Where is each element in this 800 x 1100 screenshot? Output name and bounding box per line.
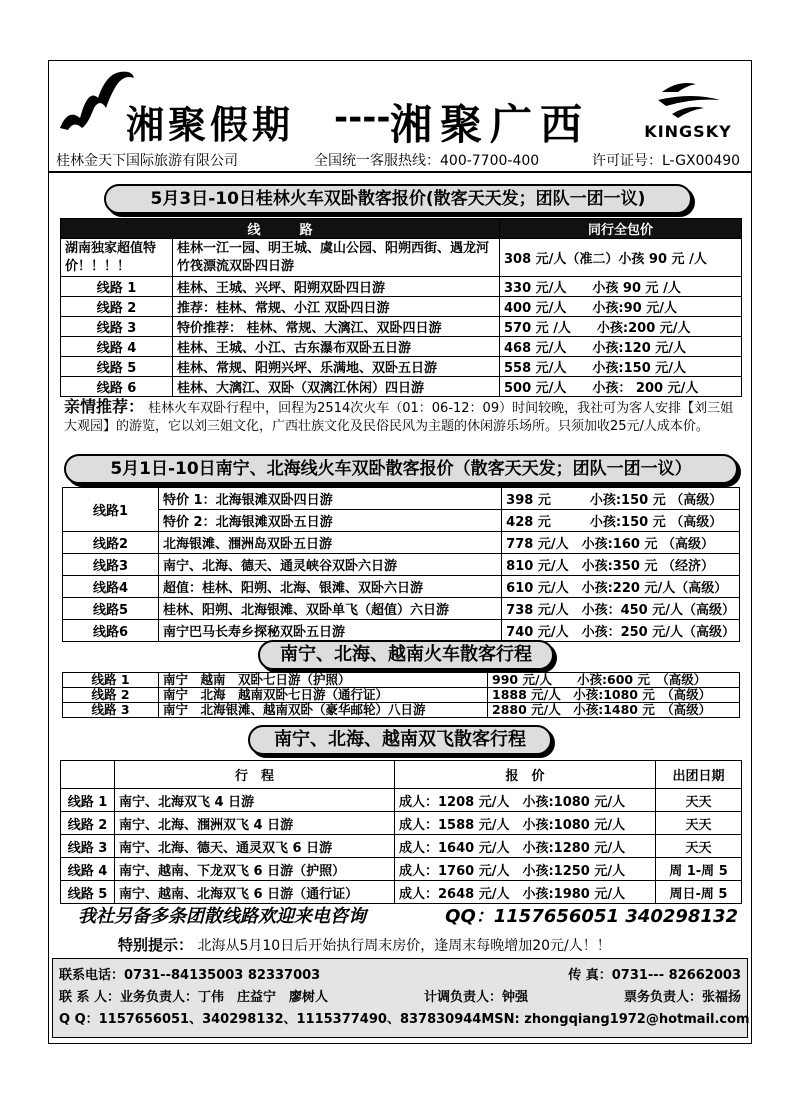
section4-banner: 南宁、北海、越南双飞散客行程 <box>248 725 552 755</box>
route-name: 线路 1 <box>61 277 173 297</box>
company-name: 桂林金天下国际旅游有限公司 <box>56 153 238 169</box>
table-row <box>61 812 742 835</box>
section1-banner: 5月3日-10日桂林火车双卧散客报价(散客天天发；团队一团一议) <box>104 184 692 214</box>
section3-banner: 南宁、北海、越南火车散客行程 <box>258 640 554 670</box>
table-row <box>61 357 742 377</box>
table-row <box>63 510 740 532</box>
route-price: 2880 元/人 小孩:1480 元 （高级） <box>488 703 740 718</box>
table-row <box>61 881 742 904</box>
table-header-route: 线 路 <box>61 219 500 239</box>
route-name: 线路 2 <box>61 297 173 317</box>
planner-contact: 计调负责人：钟强 <box>424 990 529 1005</box>
route-price: 738 元/人 小孩：450 元/人（高级） <box>502 598 740 620</box>
route-price: 400 元/人 小孩:90 元/人 <box>500 297 742 317</box>
table-header-blank <box>61 761 115 789</box>
route-name: 线路 3 <box>63 703 159 718</box>
route-detail: 特价 1：北海银滩双卧四日游 <box>159 488 502 510</box>
route-name: 线路 6 <box>61 377 173 397</box>
table-row <box>63 688 740 703</box>
kingsky-logo-text: KINGSKY <box>644 122 732 141</box>
table-row <box>63 576 740 598</box>
route-price: 成人：2648 元/人 小孩:1980 元/人 <box>395 881 656 904</box>
route-detail: 桂林、大漓江、双卧（双漓江休闲）四日游 <box>173 377 500 397</box>
contact-fax: 传 真：0731--- 82662003 <box>568 968 741 983</box>
table-row <box>61 297 742 317</box>
section2-table <box>62 487 740 642</box>
route-detail: 南宁、北海、德天、通灵双飞 6 日游 <box>115 835 395 858</box>
route-price: 610 元/人 小孩:220 元/人（高级） <box>502 576 740 598</box>
route-detail: 南宁 北海 越南双卧七日游（通行证） <box>159 688 488 703</box>
route-detail: 超值：桂林、阳朔、北海、银滩、双卧六日游 <box>159 576 502 598</box>
route-detail: 桂林一江一园、明王城、虞山公园、阳朔西街、遇龙河竹筏漂流双卧四日游 <box>173 239 500 277</box>
route-detail: 特价推荐： 桂林、常规、大漓江、双卧四日游 <box>173 317 500 337</box>
route-detail: 桂林、王城、小江、古东瀑布双卧五日游 <box>173 337 500 357</box>
route-detail: 南宁、北海、涠洲双飞 4 日游 <box>115 812 395 835</box>
route-detail: 特价 2：北海银滩双卧五日游 <box>159 510 502 532</box>
route-name: 线路 4 <box>61 858 115 881</box>
table-row <box>63 532 740 554</box>
route-detail: 南宁、越南、下龙双飞 6 日游（护照） <box>115 858 395 881</box>
route-name: 线路3 <box>63 554 159 576</box>
license-number: 许可证号：L-GX00490 <box>592 153 741 169</box>
table-row <box>61 835 742 858</box>
table-row <box>63 554 740 576</box>
route-name: 线路 3 <box>61 317 173 337</box>
table-row <box>63 673 740 688</box>
route-detail: 北海银滩、涠洲岛双卧五日游 <box>159 532 502 554</box>
route-name: 线路1 <box>63 488 159 532</box>
table-row <box>61 239 742 277</box>
route-name: 线路 2 <box>61 812 115 835</box>
route-name: 线路 5 <box>61 881 115 904</box>
recommend-label: 亲情推荐： <box>64 397 145 416</box>
table-row <box>61 789 742 812</box>
route-date: 周 1-周 5 <box>656 858 742 881</box>
header <box>54 68 744 148</box>
company-info <box>56 150 746 170</box>
route-price: 468 元/人 小孩:120 元/人 <box>500 337 742 357</box>
kingsky-logo <box>632 78 744 142</box>
route-detail: 桂林、阳朔、北海银滩、双卧单飞（超值）六日游 <box>159 598 502 620</box>
route-price: 成人：1588 元/人 小孩:1080 元/人 <box>395 812 656 835</box>
route-detail: 桂林、常规、阳朔兴坪、乐满地、双卧五日游 <box>173 357 500 377</box>
section3-table <box>62 672 740 718</box>
special-notice <box>118 934 611 955</box>
route-name: 线路 1 <box>63 673 159 688</box>
brand-name: 湘聚假期 <box>126 102 295 147</box>
route-price: 778 元/人 小孩:160 元 （高级） <box>502 532 740 554</box>
route-detail: 南宁、北海、德天、通灵峡谷双卧六日游 <box>159 554 502 576</box>
route-date: 天天 <box>656 812 742 835</box>
route-name: 线路2 <box>63 532 159 554</box>
special-label: 特别提示： <box>118 936 194 954</box>
section2-banner: 5月1日-10日南宁、北海线火车双卧散客报价（散客天天发；团队一团一议） <box>64 454 738 484</box>
route-price: 成人：1760 元/人 小孩:1250 元/人 <box>395 858 656 881</box>
contact-msn: MSN: zhongqiang1972@hotmail.com <box>481 1012 750 1027</box>
contact-qq: Q Q：1157656051、340298132、1115377490、837830944 <box>59 1012 482 1027</box>
contact-phone: 联系电话：0731--84135003 82337003 <box>59 968 321 983</box>
table-header-itinerary: 行 程 <box>115 761 395 789</box>
route-name: 线路 3 <box>61 835 115 858</box>
table-row <box>63 598 740 620</box>
route-detail: 南宁 越南 双卧七日游（护照） <box>159 673 488 688</box>
table-row <box>61 277 742 297</box>
table-row <box>61 377 742 397</box>
ticket-contact: 票务负责人：张福扬 <box>623 990 741 1005</box>
route-date: 天天 <box>656 835 742 858</box>
route-date: 周日-周 5 <box>656 881 742 904</box>
table-row <box>61 858 742 881</box>
route-price: 990 元/人 小孩:600 元 （高级） <box>488 673 740 688</box>
hotline: 全国统一客服热线：400-7700-400 <box>314 153 540 169</box>
route-price: 428 元 小孩:150 元 （高级） <box>502 510 740 532</box>
route-price: 1888 元/人 小孩:1080 元 （高级） <box>488 688 740 703</box>
recommend-text: 桂林火车双卧行程中，回程为2514次火车（01：06-12：09）时间较晚，我社可为客人安排【刘三姐大观园】的游览，它以刘三姐文化，广西壮族文化及民俗民风为主题的休闲游乐场所。只须加收25元/人成本价。 <box>64 401 734 434</box>
section1-table <box>60 218 742 397</box>
table-header-price: 同行全包价 <box>500 219 742 239</box>
route-price: 558 元/人 小孩:150 元/人 <box>500 357 742 377</box>
table-row <box>63 703 740 718</box>
table-row <box>61 337 742 357</box>
route-price: 330 元/人 小孩 90 元 /人 <box>500 277 742 297</box>
table-row <box>61 317 742 337</box>
route-name: 线路4 <box>63 576 159 598</box>
route-price: 810 元/人 小孩:350 元 （经济） <box>502 554 740 576</box>
route-date: 天天 <box>656 789 742 812</box>
route-detail: 南宁、越南、北海双飞 6 日游（通行证） <box>115 881 395 904</box>
route-name: 线路6 <box>63 620 159 642</box>
divider <box>48 171 752 173</box>
route-name: 湖南独家超值特 价！！！！ <box>61 239 173 277</box>
route-name: 线路 2 <box>63 688 159 703</box>
table-header-date: 出团日期 <box>656 761 742 789</box>
consult-line <box>78 902 738 928</box>
route-detail: 推荐：桂林、常规、小江 双卧四日游 <box>173 297 500 317</box>
contact-persons: 联 系 人：业务负责人：丁伟 庄益宁 廖树人 <box>59 990 329 1005</box>
table-row <box>63 488 740 510</box>
route-name: 线路 1 <box>61 789 115 812</box>
table-row <box>63 620 740 642</box>
route-detail: 南宁 北海银滩、越南双卧（豪华邮轮）八日游 <box>159 703 488 718</box>
consult-text: 我社另备多条团散线路欢迎来电咨询 <box>78 906 366 927</box>
brand-separator: ---- <box>334 98 391 138</box>
route-price: 308 元/人（准二）小孩 90 元 /人 <box>500 239 742 277</box>
route-price: 398 元 小孩:150 元 （高级） <box>502 488 740 510</box>
qq-numbers: QQ：1157656051 340298132 <box>445 906 738 927</box>
recommendation <box>64 398 744 436</box>
route-detail: 南宁、北海双飞 4 日游 <box>115 789 395 812</box>
route-price: 570 元 /人 小孩:200 元/人 <box>500 317 742 337</box>
route-name: 线路 5 <box>61 357 173 377</box>
brand-subtitle: 湘聚广西 <box>390 100 591 149</box>
route-price: 成人：1208 元/人 小孩:1080 元/人 <box>395 789 656 812</box>
route-name: 线路5 <box>63 598 159 620</box>
route-name: 线路 4 <box>61 337 173 357</box>
route-price: 500 元/人 小孩： 200 元/人 <box>500 377 742 397</box>
table-header-price: 报 价 <box>395 761 656 789</box>
contact-box <box>52 958 748 1038</box>
route-price: 740 元/人 小孩：250 元/人（高级） <box>502 620 740 642</box>
route-detail: 桂林、王城、兴坪、阳朔双卧四日游 <box>173 277 500 297</box>
kingsky-swoosh-icon <box>632 78 744 124</box>
route-price: 成人：1640 元/人 小孩:1280 元/人 <box>395 835 656 858</box>
section4-table <box>60 760 742 904</box>
route-detail: 南宁巴马长寿乡探秘双卧五日游 <box>159 620 502 642</box>
special-text: 北海从5月10日后开始执行周末房价，逢周末每晚增加20元/人！！ <box>197 938 611 954</box>
